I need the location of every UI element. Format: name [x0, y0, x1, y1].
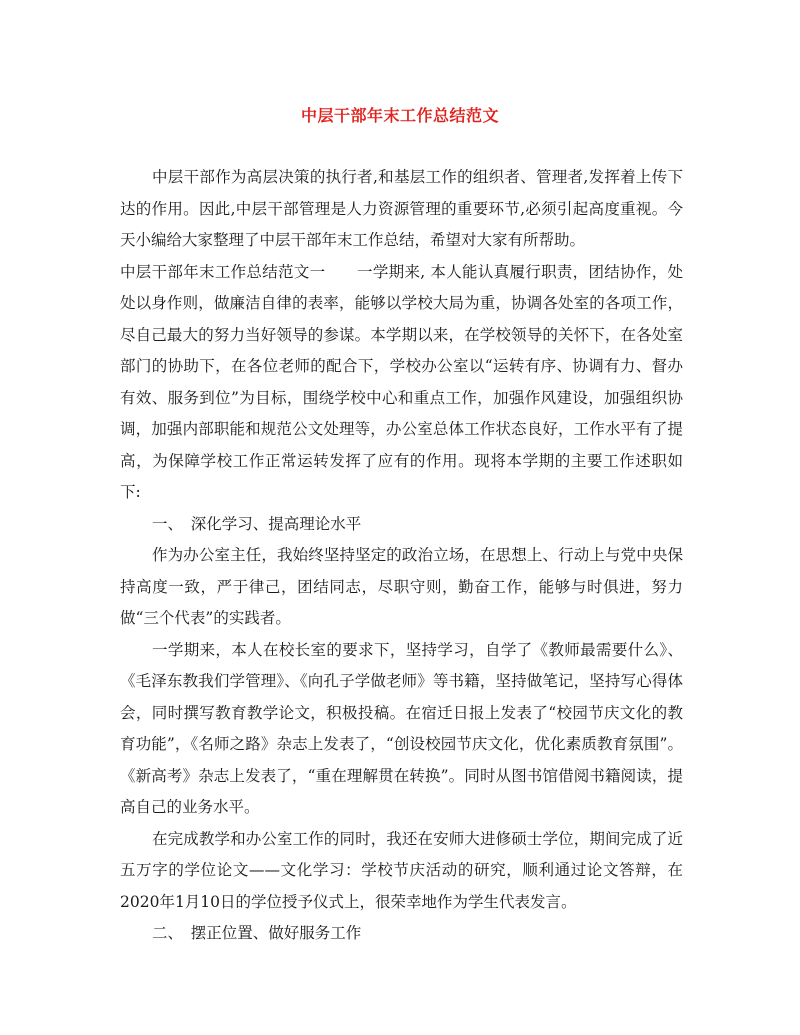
- summary-paragraph: 中层干部年末工作总结范文一 一学期来, 本人能认真履行职责，团结协作，处处以身作则，做廉洁自律的表率，能够以学校大局为重，协调各处室的各项工作，尽自己最大的努力当好领导的参谋。本学期以来，在学校领导的关怀下，在各处室部门的协助下，在各位老师的配合下，学校办公室以“运转有序、协调有力、督办有效、服务到位”为目标，围绕学校中心和重点工作，加强作风建设，加强组织协调，加强内部职能和规范公文处理等，办公室总体工作状态良好，工作水平有了提高，为保障学校工作正常运转发挥了应有的作用。现将本学期的主要工作述职如下:: [120, 262, 683, 501]
- body-paragraph: 一学期来，本人在校长室的要求下，坚持学习，自学了《教师最需要什么》、《毛泽东教我们学管理》、《向孔子学做老师》等书籍，坚持做笔记，坚持写心得体会，同时撰写教育教学论文，积极投稿。在宿迁日报上发表了“校园节庆文化的教育功能”，《名师之路》杂志上发表了，“创设校园节庆文化，优化素质教育氛围”。《新高考》杂志上发表了，“重在理解贯在转换”。同时从图书馆借阅书籍阅读，提高自己的业务水平。: [120, 640, 683, 816]
- body-paragraph: 在完成教学和办公室工作的同时，我还在安师大进修硕士学位，期间完成了近五万字的学位论文——文化学习：学校节庆活动的研究，顺利通过论文答辩，在2020年1月10日的学位授予仪式上，很荣幸地作为学生代表发言。: [120, 829, 683, 911]
- document-body: [120, 162, 683, 950]
- section-heading-2: 二、 摆正位置、做好服务工作: [152, 924, 362, 942]
- intro-paragraph: 中层干部作为高层决策的执行者,和基层工作的组织者、管理者,发挥着上传下达的作用。因此,中层干部管理是人力资源管理的重要环节,必须引起高度重视。今天小编给大家整理了中层干部年末工作总结，希望对大家有所帮助。: [120, 168, 683, 249]
- document-title: 中层干部年末工作总结范文: [300, 106, 499, 125]
- section-heading-1: 一、 深化学习、提高理论水平: [152, 514, 362, 533]
- body-paragraph: 作为办公室主任，我始终坚持坚定的政治立场，在思想上、行动上与党中央保持高度一致，严于律己，团结同志，尽职守则，勤奋工作，能够与时俱进，努力做“三个代表”的实践者。: [120, 546, 683, 627]
